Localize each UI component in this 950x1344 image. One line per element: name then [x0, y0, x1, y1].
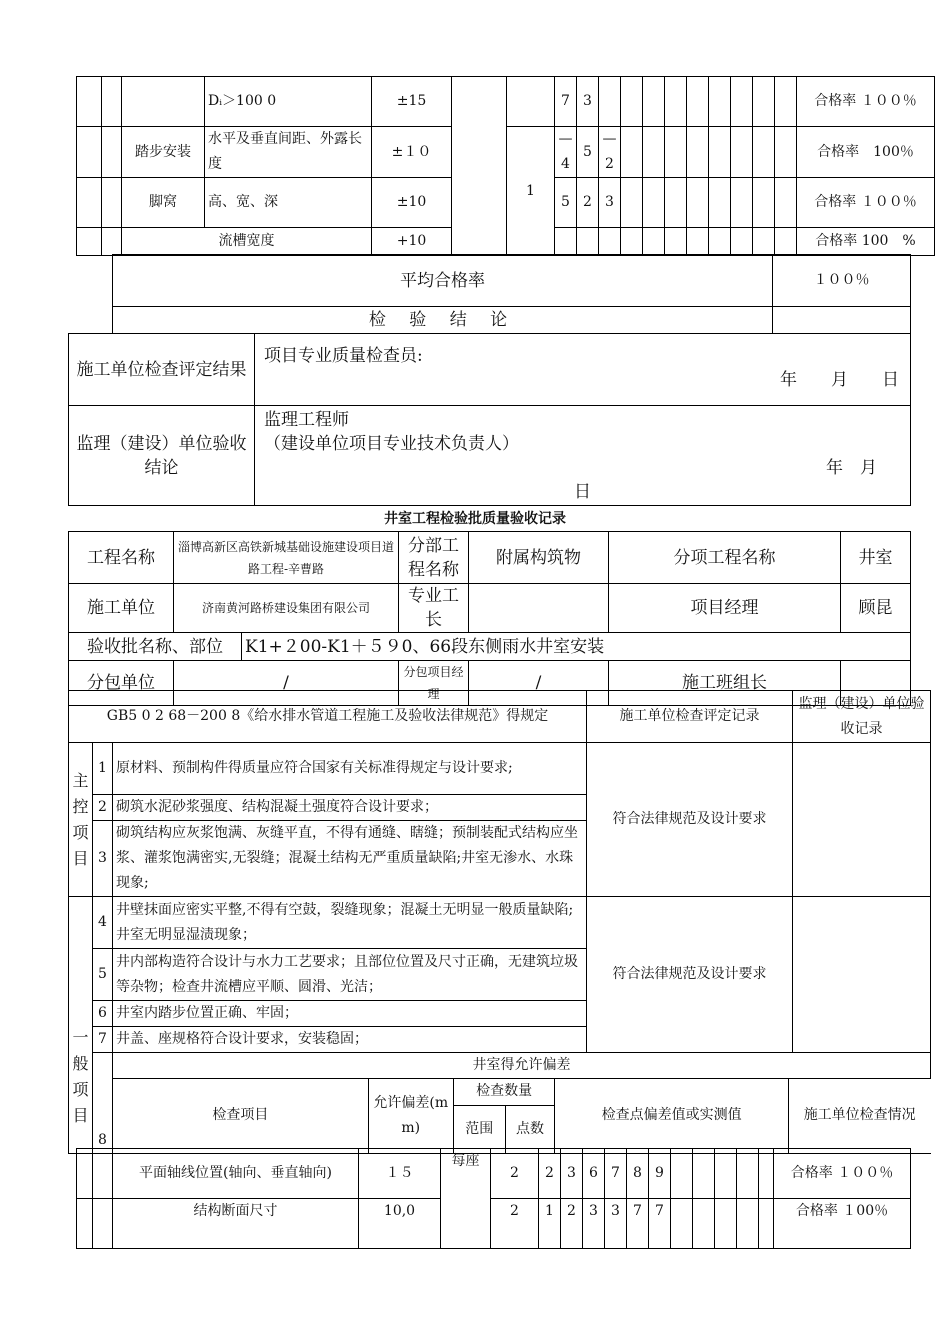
main-control-label: 主控项目: [69, 743, 93, 897]
sub-pm-label: 分包项目经理: [399, 661, 469, 706]
division-label: 分部工程名称: [399, 532, 469, 584]
hdr-values: 检查点偏差值或实测值: [555, 1079, 788, 1153]
item-number: 8: [93, 1053, 113, 1154]
general-label: 一般项目: [69, 897, 93, 1154]
pass-rate: 合格率 100 %: [797, 228, 935, 256]
tolerance: １５: [359, 1149, 441, 1199]
date-day: 日: [574, 482, 591, 502]
hdr-points: 点数: [505, 1105, 555, 1153]
check-count: 1: [507, 127, 555, 256]
value: 2: [539, 1149, 561, 1199]
batch-label: 验收批名称、部位: [69, 633, 242, 661]
value: 3: [561, 1149, 583, 1199]
main-control-item: 砌筑结构应灰浆饱满、灰缝平直，不得有通缝、瞎缝；预制装配式结构应坐浆、灌浆饱满密实,无裂缝；混凝土结构无严重质量缺陷;井室无渗水、水珠现象;: [113, 821, 587, 897]
pass-rate: 合格率 １００％: [797, 178, 935, 228]
team-leader-label: 施工班组长: [609, 661, 841, 706]
info-table: [68, 531, 911, 706]
pass-rate: 合格率 １００％: [774, 1149, 911, 1199]
tolerance: ±15: [372, 77, 452, 127]
hdr-check-qty: 检查数量: [453, 1079, 555, 1105]
main-control-item: 原材料、预制构件得质量应符合国家有关标准得规定与设计要求;: [113, 743, 587, 795]
pass-rate: 合格率 １00％: [774, 1199, 911, 1249]
value: 6: [583, 1149, 605, 1199]
hdr-result: 施工单位检查情况: [788, 1079, 930, 1153]
value: 2: [577, 178, 599, 228]
subcontractor-label: 分包单位: [69, 661, 174, 706]
item-number: 4: [93, 897, 113, 949]
date-line: 年 月 日: [780, 370, 899, 390]
value: 3: [583, 1199, 605, 1249]
check-item: 踏步安装: [122, 127, 205, 178]
sub-item: 水平及垂直间距、外露长度: [205, 127, 372, 178]
hdr-check-item: 检查项目: [113, 1079, 368, 1153]
record-title: 井室工程检验批质量验收记录: [384, 511, 566, 527]
value: 5: [577, 127, 599, 178]
pass-rate: 合格率 100％: [797, 127, 935, 178]
signature-table: [68, 333, 911, 506]
item-number: 5: [93, 949, 113, 1001]
item-number: 3: [93, 821, 113, 897]
batch-value: K1+２00-K1＋５９0、66段东侧雨水井室安装: [242, 633, 911, 661]
value: 5: [555, 178, 577, 228]
supervision-record-label: 监理（建设）单位验收记录: [793, 691, 931, 743]
foreman-label: 专业工长: [399, 584, 469, 633]
project-name-value: 淄博高新区高铁新城基础设施建设项目道路工程-辛曹路: [174, 532, 399, 584]
subcontractor-value: /: [174, 661, 399, 706]
average-rate-table: [112, 254, 911, 334]
check-points: 2: [491, 1199, 539, 1249]
value: 7: [649, 1199, 671, 1249]
value: 3: [605, 1199, 627, 1249]
project-name-label: 工程名称: [69, 532, 174, 584]
spec-text: GB5 0 2 68－200 8《给水排水管道工程施工及验收法律规范》得规定: [69, 691, 587, 743]
item-number: 7: [93, 1027, 113, 1053]
sub-item: Dᵢ＞100 0: [205, 77, 372, 127]
check-item: 流槽宽度: [122, 228, 372, 256]
inspection-table: [68, 690, 931, 1154]
contractor-value: 济南黄河路桥建设集团有限公司: [174, 584, 399, 633]
top-deviation-table: [76, 76, 935, 256]
value: 3: [599, 178, 621, 228]
value: 8: [627, 1149, 649, 1199]
sub-item: 高、宽、深: [205, 178, 372, 228]
pm-value: 顾昆: [841, 584, 911, 633]
deviation-title: 井室得允许偏差: [113, 1053, 931, 1079]
tolerance: +10: [372, 228, 452, 256]
contractor-label: 施工单位: [69, 584, 174, 633]
average-rate-value: １００％: [773, 255, 911, 307]
check-points: 2: [491, 1149, 539, 1199]
pass-rate: 合格率 １００％: [797, 77, 935, 127]
table-row: [77, 77, 935, 127]
average-rate-label: 平均合格率: [113, 255, 773, 307]
deviation-table: [76, 1148, 911, 1249]
conclusion-label: 检 验 结 论: [113, 307, 773, 334]
value: 7: [555, 77, 577, 127]
general-result: 符合法律规范及设计要求: [587, 897, 793, 1053]
item-number: 2: [93, 795, 113, 821]
tolerance: ±10: [372, 178, 452, 228]
subitem-label: 分项工程名称: [609, 532, 841, 584]
table-row: [77, 1199, 911, 1249]
sub-pm-value: /: [469, 661, 609, 706]
deviation-header: [113, 1079, 931, 1154]
check-range: 每座: [441, 1149, 491, 1249]
division-value: 附属构筑物: [469, 532, 609, 584]
date-year-month: 年 月: [826, 458, 877, 478]
value: —4: [555, 127, 577, 178]
tolerance: ±１０: [372, 127, 452, 178]
supervisor-label: 监理工程师: [264, 410, 349, 430]
general-item: 井内部构造符合设计与水力工艺要求；且部位位置及尺寸正确，无建筑垃圾等杂物；检查井流槽应平顺、圆滑、光洁；: [113, 949, 587, 1001]
pm-label: 项目经理: [609, 584, 841, 633]
hdr-range: 范围: [453, 1105, 505, 1153]
value: 9: [649, 1149, 671, 1199]
check-item: 结构断面尺寸: [113, 1199, 359, 1249]
hdr-tolerance: 允许偏差(mm): [368, 1079, 453, 1153]
value: 1: [539, 1199, 561, 1249]
value: 7: [627, 1199, 649, 1249]
value: 7: [605, 1149, 627, 1199]
check-item: 平面轴线位置(轴向、垂直轴向): [113, 1149, 359, 1199]
main-control-result: 符合法律规范及设计要求: [587, 743, 793, 897]
main-control-item: 砌筑水泥砂浆强度、结构混凝土强度符合设计要求；: [113, 795, 587, 821]
check-item: 脚窝: [122, 178, 205, 228]
construction-record-label: 施工单位检查评定记录: [587, 691, 793, 743]
item-number: 6: [93, 1001, 113, 1027]
value: 3: [577, 77, 599, 127]
construction-eval-label: 施工单位检查评定结果: [69, 334, 255, 406]
supervision-conclusion-label: 监理（建设）单位验收结论: [69, 406, 255, 506]
item-number: 1: [93, 743, 113, 795]
general-item: 井室内踏步位置正确、牢固；: [113, 1001, 587, 1027]
tolerance: 10,0: [359, 1199, 441, 1249]
general-item: 井壁抹面应密实平整,不得有空鼓，裂缝现象；混凝土无明显一般质量缺陷;井室无明显湿渍现象；: [113, 897, 587, 949]
subitem-value: 井室: [841, 532, 911, 584]
general-item: 井盖、座规格符合设计要求，安装稳固；: [113, 1027, 587, 1053]
value: —2: [599, 127, 621, 178]
value: 2: [561, 1199, 583, 1249]
owner-tech-label: （建设单位项目专业技术负责人）: [264, 434, 519, 454]
quality-inspector-label: 项目专业质量检查员:: [264, 346, 423, 366]
table-row: [77, 1149, 911, 1199]
